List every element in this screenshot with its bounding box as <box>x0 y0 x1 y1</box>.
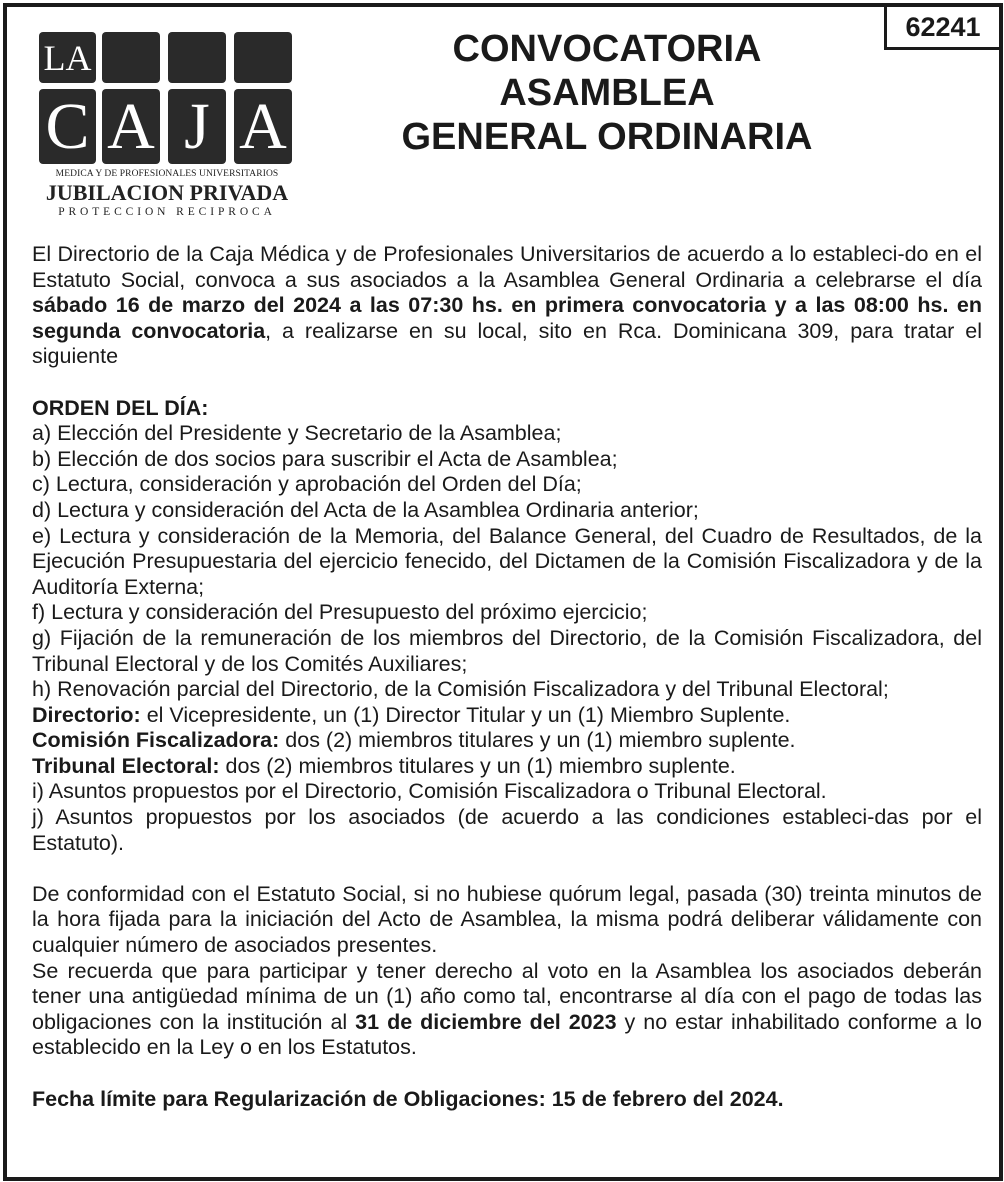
deadline-note: Fecha límite para Regularización de Obligaciones: 15 de febrero del 2024. <box>32 1086 784 1111</box>
logo-box-blank <box>102 32 160 83</box>
requirements-date: 31 de diciembre del 2023 <box>355 1009 617 1034</box>
intro-text: El Directorio de la Caja Médica y de Profesionales Universitarios de acuerdo a lo estableci-do en el Estatuto Social, convoca a sus asociados a la Asamblea General Ordinaria a celebrarse el día <box>32 242 982 292</box>
logo-box-la: LA <box>39 32 96 83</box>
intro-date: sábado 16 de marzo del 2024 a las 07:30 hs. en primera convocatoria y a las 08:00 hs. en segunda convocatoria <box>32 293 982 343</box>
intro-text-end: , a realizarse en su local, sito en Rca. Dominicana 309, para tratar el siguiente <box>32 318 982 369</box>
agenda-item-g: g) Fijación de la remuneración de los miembros del Directorio, de la Comisión Fiscalizadora, del Tribunal Electoral y de los Comités Auxiliares; <box>32 625 982 676</box>
agenda-item-h: h) Renovación parcial del Directorio, de la Comisión Fiscalizadora y del Tribunal Electoral; <box>32 677 889 702</box>
logo-subtitle: MEDICA Y DE PROFESIONALES UNIVERSITARIOS <box>55 169 279 179</box>
agenda-item-b: b) Elección de dos socios para suscribir el Acta de Asamblea; <box>32 446 618 471</box>
agenda-item-j: j) Asuntos propuestos por los asociados (de acuerdo a las condiciones estableci-das por el Estatuto). <box>32 805 982 855</box>
logo-box-letter: A <box>102 89 160 164</box>
agenda <box>32 396 982 857</box>
agenda-item-d: d) Lectura y consideración del Acta de la Asamblea Ordinaria anterior; <box>32 497 699 522</box>
agenda-tribunal: Tribunal Electoral: dos (2) miembros titulares y un (1) miembro suplente. <box>32 753 736 778</box>
logo-box-letter: J <box>168 89 226 164</box>
agenda-item-e: e) Lectura y consideración de la Memoria, del Balance General, del Cuadro de Resultados, de la Ejecución Presupuestaria del ejercicio fenecido, del Dictamen de la Comisión Fiscalizadora y de la Auditoría Externa; <box>32 523 982 599</box>
agenda-heading: ORDEN DEL DÍA: <box>32 395 209 420</box>
title-line: ASAMBLEA <box>499 72 715 114</box>
agenda-comision: Comisión Fiscalizadora: dos (2) miembros titulares y un (1) miembro suplente. <box>32 728 796 753</box>
title-line: GENERAL ORDINARIA <box>401 116 813 158</box>
logo-tagline: JUBILACION PRIVADA <box>45 180 289 205</box>
logo <box>36 26 298 222</box>
logo-motto: PROTECCION RECIPROCA <box>58 206 276 218</box>
ad-number: 62241 <box>884 7 999 50</box>
logo-box-letter: C <box>39 89 96 164</box>
logo-box-letter: A <box>234 89 292 164</box>
agenda-item-a: a) Elección del Presidente y Secretario de la Asamblea; <box>32 421 562 446</box>
agenda-item-c: c) Lectura, consideración y aprobación del Orden del Día; <box>32 472 582 497</box>
notice-body <box>32 242 982 1112</box>
agenda-item-i: i) Asuntos propuestos por el Directorio, Comisión Fiscalizadora o Tribunal Electoral. <box>32 779 827 804</box>
notice-frame <box>3 3 1003 1181</box>
intro-paragraph <box>32 242 982 370</box>
agenda-directorio: Directorio: el Vicepresidente, un (1) Director Titular y un (1) Miembro Suplente. <box>32 702 791 727</box>
agenda-item-f: f) Lectura y consideración del Presupuesto del próximo ejercicio; <box>32 600 648 625</box>
requirements-paragraph: Se recuerda que para participar y tener derecho al voto en la Asamblea los asociados deberán tener una antigüedad mínima de un (1) año como tal, encontrarse al día con el pago de todas las obligaciones con la institución al 31 de diciembre del 2023 y no estar inhabilitado conforme a lo establecido en la Ley o en los Estatutos. <box>32 958 982 1060</box>
logo-box-blank <box>234 32 292 83</box>
logo-box-blank <box>168 32 226 83</box>
title-line: CONVOCATORIA <box>452 28 762 70</box>
page-title <box>327 27 887 159</box>
quorum-paragraph: De conformidad con el Estatuto Social, si no hubiese quórum legal, pasada (30) treinta minutos de la hora fijada para la iniciación del Acto de Asamblea, la misma podrá deliberar válidamente con cualquier número de asociados presentes. <box>32 881 982 958</box>
